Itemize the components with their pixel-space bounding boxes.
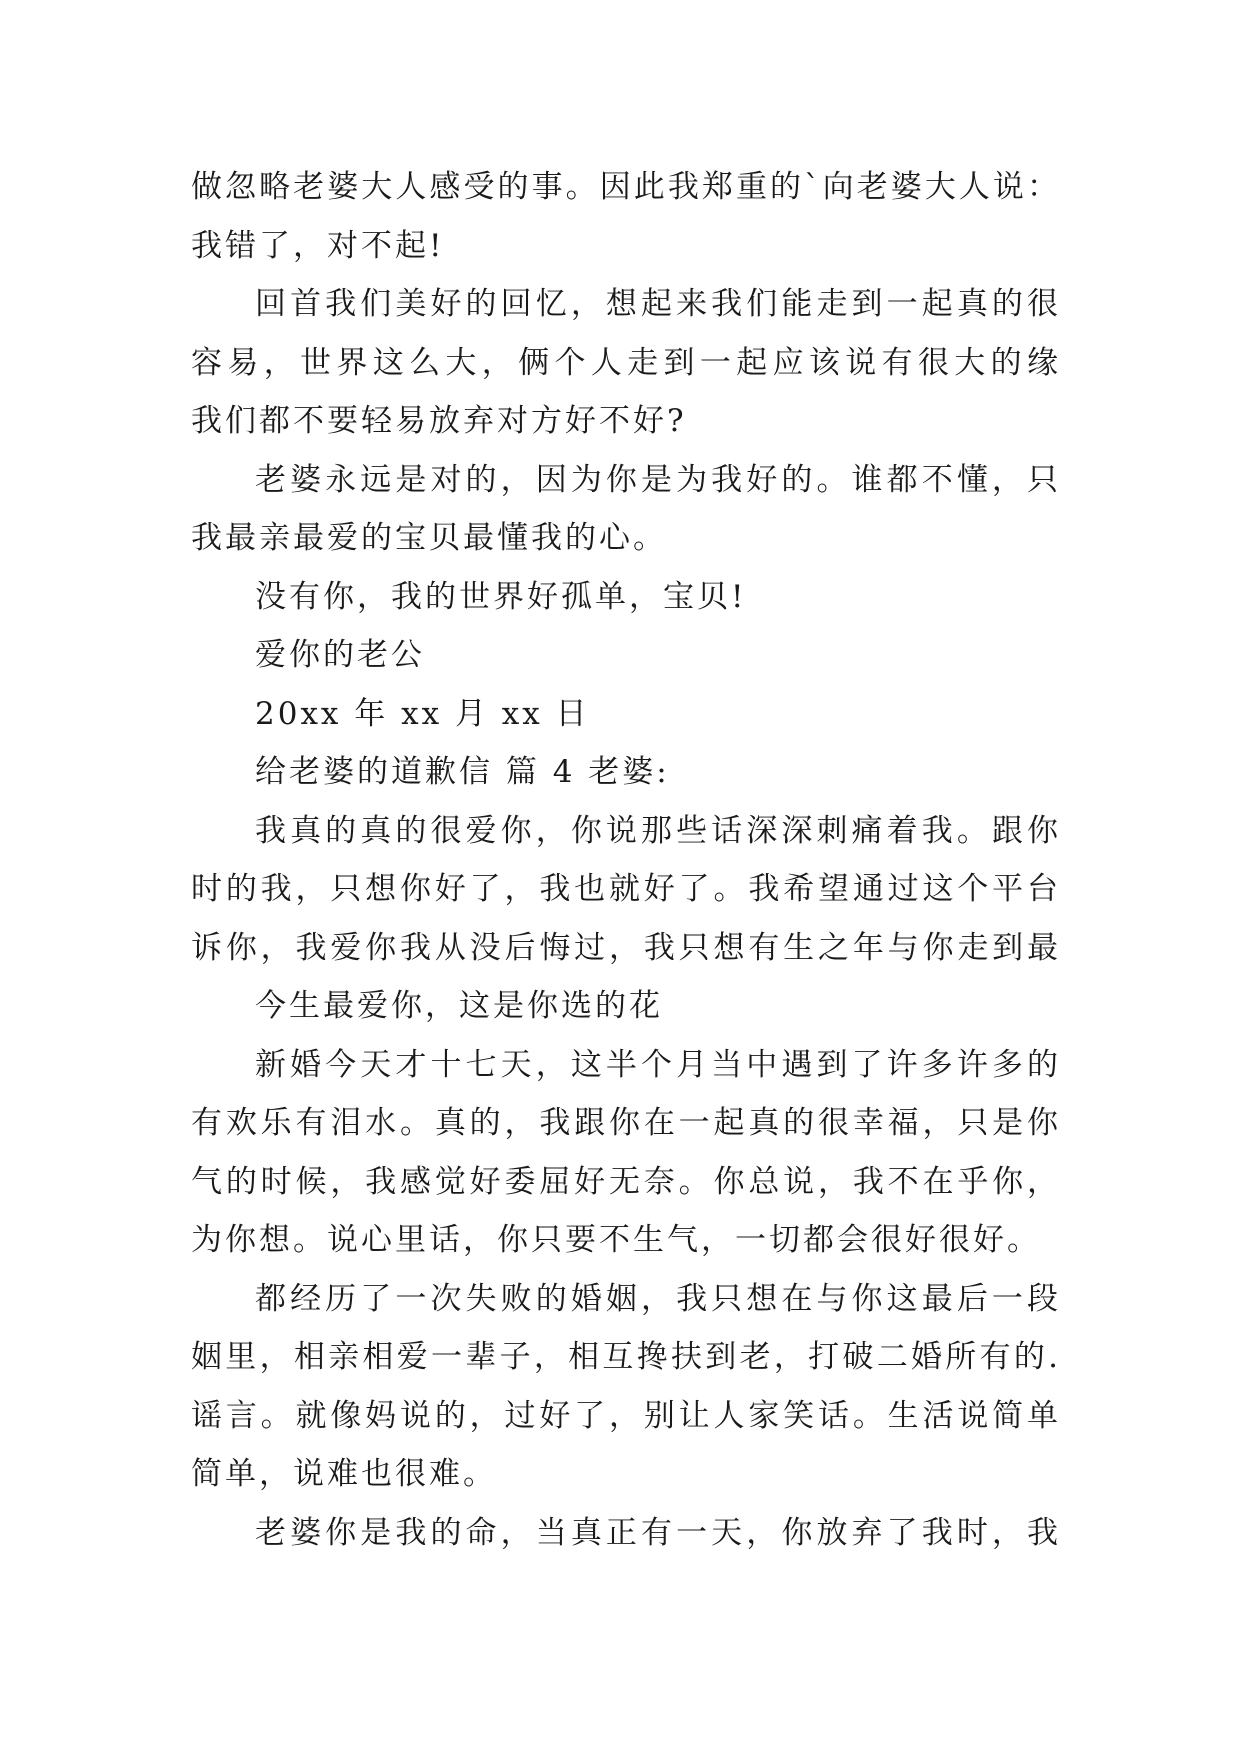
text-line: 我错了，对不起! (191, 227, 445, 264)
paragraph-line: 老婆你是我的命，当真正有一天，你放弃了我时，我 (255, 1514, 1061, 1551)
section-heading: 给老婆的道歉信 篇 4 老婆: (255, 754, 670, 790)
text-line: 简单，说难也很难。 (191, 1456, 497, 1492)
text-line: 我最亲最爱的宝贝最懂我的心。 (191, 520, 667, 556)
text-line: 谣言。就像妈说的，过好了，别让人家笑话。生活说简单 (191, 1397, 1061, 1434)
letter-body (191, 158, 1061, 1562)
signature-line: 爱你的老公 (255, 637, 425, 673)
text-line: 做忽略老婆大人感受的事。因此我郑重的`向老婆大人说： (191, 169, 1061, 205)
paragraph-line: 回首我们美好的回忆，想起来我们能走到一起真的很 (255, 286, 1061, 322)
paragraph-line: 老婆永远是对的，因为你是为我好的。谁都不懂，只 (255, 461, 1061, 498)
text-line: 气的时候，我感觉好委屈好无奈。你总说，我不在乎你， (191, 1163, 1061, 1200)
text-line: 诉你，我爱你我从没后悔过，我只想有生之年与你走到最 (191, 929, 1061, 966)
text-line: 时的我，只想你好了，我也就好了。我希望通过这个平台 (191, 871, 1061, 907)
paragraph-line: 我真的真的很爱你，你说那些话深深刺痛着我。跟你 (255, 812, 1061, 849)
paragraph-line: 新婚今天才十七天，这半个月当中遇到了许多许多的 (255, 1046, 1061, 1083)
paragraph-line: 没有你，我的世界好孤单，宝贝! (255, 578, 747, 615)
date-line: 20xx 年 xx 月 xx 日 (255, 695, 590, 732)
text-line: 为你想。说心里话，你只要不生气，一切都会很好很好。 (191, 1222, 1041, 1258)
text-line: 容易，世界这么大，俩个人走到一起应该说有很大的缘 (191, 344, 1061, 381)
text-line: 有欢乐有泪水。真的，我跟你在一起真的很幸福，只是你 (191, 1105, 1061, 1141)
paragraph-line: 都经历了一次失败的婚姻，我只想在与你这最后一段 (255, 1280, 1061, 1317)
text-line: 我们都不要轻易放弃对方好不好? (191, 403, 687, 439)
paragraph-line: 今生最爱你，这是你选的花 (255, 988, 663, 1024)
text-line: 姻里，相亲相爱一辈子，相互搀扶到老，打破二婚所有的. (191, 1339, 1061, 1375)
